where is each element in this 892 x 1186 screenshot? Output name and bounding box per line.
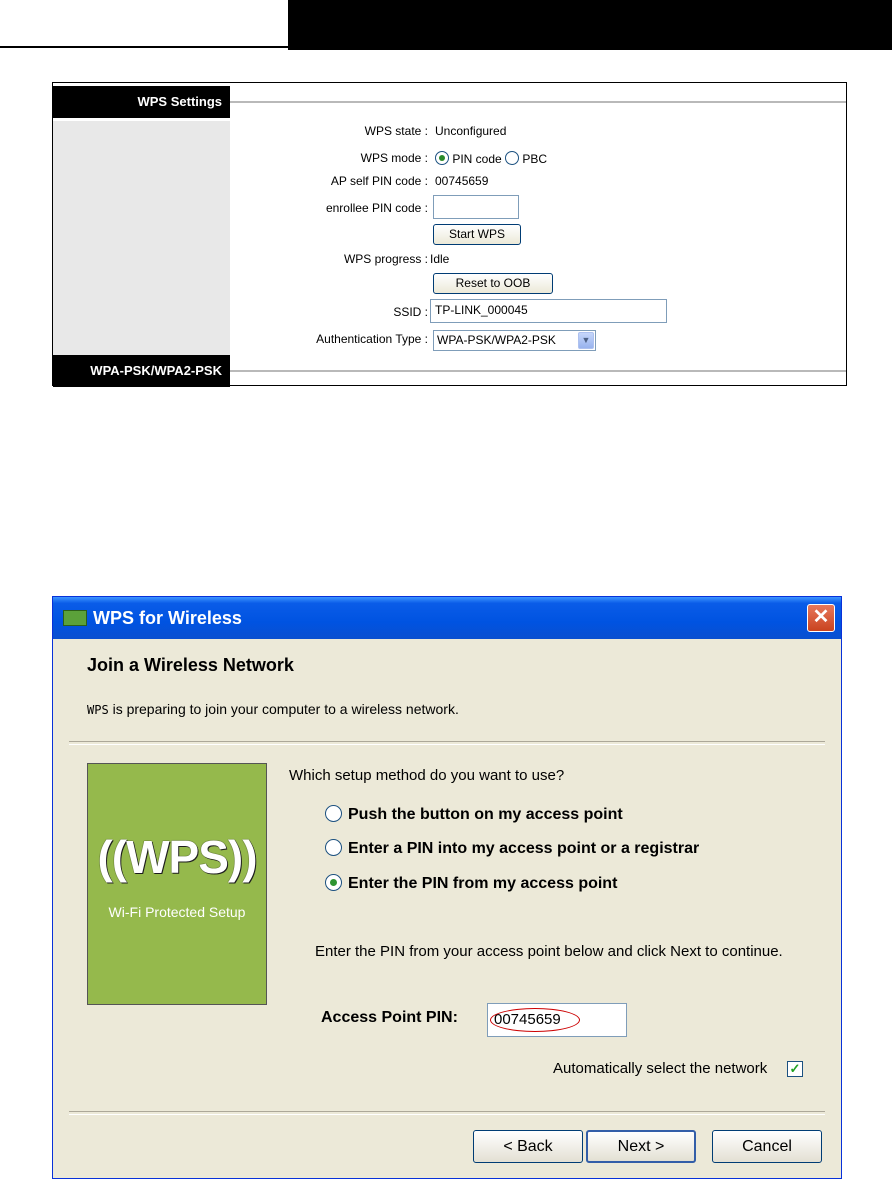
wps-logo bbox=[87, 763, 267, 1005]
wpa-psk-header: WPA-PSK/WPA2-PSK bbox=[53, 355, 230, 387]
radio-pin-from-ap[interactable] bbox=[325, 874, 342, 891]
auth-type-value: WPA-PSK/WPA2-PSK bbox=[437, 333, 556, 347]
wps-brand-text: WPS bbox=[87, 703, 109, 717]
section-divider bbox=[230, 101, 846, 103]
app-icon bbox=[63, 610, 87, 626]
radio-pin-code[interactable] bbox=[435, 151, 449, 165]
description-text: is preparing to join your computer to a wireless network. bbox=[108, 701, 459, 717]
dialog-title: WPS for Wireless bbox=[93, 608, 242, 628]
ap-pin-label: AP self PIN code : bbox=[330, 174, 428, 188]
auth-type-label: Authentication Type : bbox=[316, 332, 428, 346]
start-wps-button[interactable]: Start WPS bbox=[433, 224, 521, 245]
ap-pin-value: 00745659 bbox=[435, 174, 489, 188]
wps-settings-panel bbox=[52, 82, 847, 386]
separator-top bbox=[69, 741, 825, 745]
wps-progress-value: Idle bbox=[430, 252, 450, 266]
wps-state-label: WPS state : bbox=[364, 124, 428, 138]
section-divider bbox=[230, 370, 846, 372]
dialog-heading: Join a Wireless Network bbox=[87, 655, 294, 675]
auth-type-select[interactable] bbox=[433, 330, 596, 351]
sidebar-gray bbox=[53, 121, 230, 355]
close-button[interactable]: ✕ bbox=[807, 604, 835, 632]
radio-pbc-label: PBC bbox=[522, 152, 548, 166]
radio-enter-pin-registrar[interactable] bbox=[325, 839, 342, 856]
wps-settings-header: WPS Settings bbox=[53, 86, 230, 118]
option-enter-pin-registrar[interactable] bbox=[325, 839, 699, 858]
chevron-down-icon[interactable]: ▼ bbox=[578, 332, 594, 349]
highlight-ellipse bbox=[490, 1008, 580, 1032]
ssid-label: SSID : bbox=[393, 305, 428, 319]
ssid-input[interactable]: TP-LINK_000045 bbox=[430, 299, 667, 323]
reset-oob-button[interactable]: Reset to OOB bbox=[433, 273, 553, 294]
page-header-left bbox=[0, 0, 288, 48]
wps-progress-label: WPS progress : bbox=[343, 252, 428, 266]
separator-bottom bbox=[69, 1111, 825, 1115]
option-pin-from-ap-label: Enter the PIN from my access point bbox=[348, 875, 618, 892]
dialog-description bbox=[87, 701, 459, 717]
access-point-pin-input[interactable] bbox=[487, 1003, 627, 1037]
wps-mode-label: WPS mode : bbox=[360, 151, 428, 165]
dialog-titlebar[interactable] bbox=[53, 597, 841, 639]
radio-pin-code-label: PIN code bbox=[452, 152, 502, 166]
pin-value: 00745659 bbox=[494, 1011, 561, 1028]
setup-question: Which setup method do you want to use? bbox=[289, 767, 565, 784]
option-pin-from-ap[interactable] bbox=[325, 874, 617, 893]
radio-push-button[interactable] bbox=[325, 805, 342, 822]
wps-mode-options bbox=[435, 151, 547, 166]
page-header-bar bbox=[288, 0, 892, 50]
option-enter-pin-registrar-label: Enter a PIN into my access point or a registrar bbox=[348, 840, 700, 857]
next-button[interactable]: Next > bbox=[586, 1130, 696, 1163]
pin-label: Access Point PIN: bbox=[321, 1009, 458, 1026]
wps-state-value: Unconfigured bbox=[435, 124, 507, 138]
wps-logo-text: ((WPS)) bbox=[97, 831, 257, 883]
auto-select-checkbox[interactable]: ✓ bbox=[787, 1061, 803, 1077]
enrollee-pin-input[interactable] bbox=[433, 195, 519, 219]
wps-logo-subtitle: Wi-Fi Protected Setup bbox=[108, 904, 246, 920]
pin-instruction: Enter the PIN from your access point below and click Next to continue. bbox=[315, 943, 783, 960]
radio-pbc[interactable] bbox=[505, 151, 519, 165]
option-push-button-label: Push the button on my access point bbox=[348, 806, 623, 823]
enrollee-pin-label: enrollee PIN code : bbox=[325, 201, 428, 215]
option-push-button[interactable] bbox=[325, 805, 623, 824]
wps-wireless-dialog bbox=[52, 596, 842, 1179]
cancel-button[interactable]: Cancel bbox=[712, 1130, 822, 1163]
back-button[interactable]: < Back bbox=[473, 1130, 583, 1163]
auto-select-label: Automatically select the network bbox=[553, 1060, 768, 1077]
